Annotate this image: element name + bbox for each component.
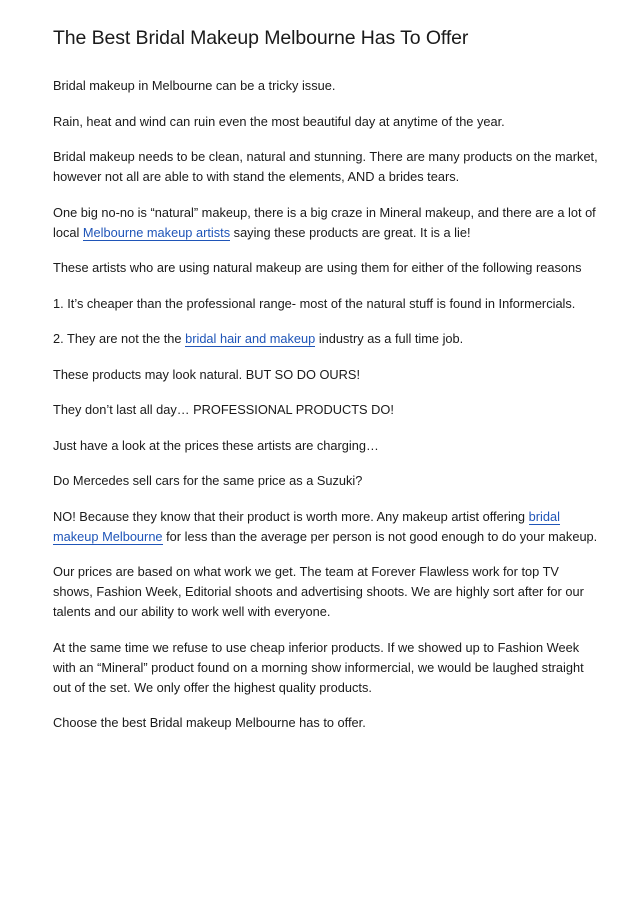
document-title: The Best Bridal Makeup Melbourne Has To Offer bbox=[53, 27, 469, 49]
paragraph-look-natural: These products may look natural. BUT SO DO OURS! bbox=[53, 366, 361, 382]
paragraph-text: for less than the average per person is not good enough to do your makeup. bbox=[162, 528, 598, 544]
paragraph-natural-makeup bbox=[53, 203, 598, 243]
paragraph-text: industry as a full time job. bbox=[315, 331, 464, 346]
paragraph-text: One big no-no is “natural” makeup, there is a big craze in Mineral makeup, and there are a lot of local bbox=[53, 204, 596, 240]
paragraph-mercedes: Do Mercedes sell cars for the same price as a Suzuki? bbox=[53, 473, 363, 488]
paragraph-text: 2. They are not the the bbox=[53, 331, 186, 346]
melbourne-makeup-artists-link[interactable]: Melbourne makeup artists bbox=[82, 224, 231, 240]
paragraph-text: NO! Because they know that their product is worth more. Any makeup artist offering bbox=[53, 508, 529, 524]
paragraph-quality: At the same time we refuse to use cheap inferior products. If we showed up to Fashion Week with an “Mineral” product found on a morning show informercial, we would be laughed straight out of the set. We only offer the highest quality products. bbox=[53, 639, 584, 695]
paragraph-last-all-day: They don’t last all day… PROFESSIONAL PRODUCTS DO! bbox=[53, 402, 394, 417]
paragraph-our-prices: Our prices are based on what work we get. The team at Forever Flawless work for top TV shows, Fashion Week, Editorial shoots and advertising shoots. We are highly sort after for our talents and our ability to work well with everyone. bbox=[53, 564, 584, 619]
paragraph-worth-more bbox=[53, 507, 598, 547]
bridal-makeup-melbourne-link[interactable]: bridal makeup Melbourne bbox=[53, 508, 560, 544]
document-page bbox=[53, 26, 598, 749]
paragraph-text: saying these products are great. It is a lie! bbox=[230, 224, 471, 240]
paragraph-reason-two bbox=[53, 329, 598, 349]
paragraph-reasons: These artists who are using natural makeup are using them for either of the following reasons bbox=[53, 260, 582, 275]
paragraph-closing: Choose the best Bridal makeup Melbourne has to offer. bbox=[53, 715, 366, 730]
bridal-hair-and-makeup-link[interactable]: bridal hair and makeup bbox=[185, 331, 316, 346]
paragraph-reason-one: 1. It’s cheaper than the professional range- most of the natural stuff is found in Informercials. bbox=[53, 295, 576, 311]
paragraph-requirements: Bridal makeup needs to be clean, natural and stunning. There are many products on the market, however not all are able to with stand the elements, AND a brides tears. bbox=[53, 149, 598, 184]
paragraph-intro: Bridal makeup in Melbourne can be a tricky issue. bbox=[53, 78, 336, 93]
paragraph-prices: Just have a look at the prices these artists are charging… bbox=[53, 437, 379, 453]
paragraph-weather: Rain, heat and wind can ruin even the most beautiful day at anytime of the year. bbox=[53, 113, 505, 129]
